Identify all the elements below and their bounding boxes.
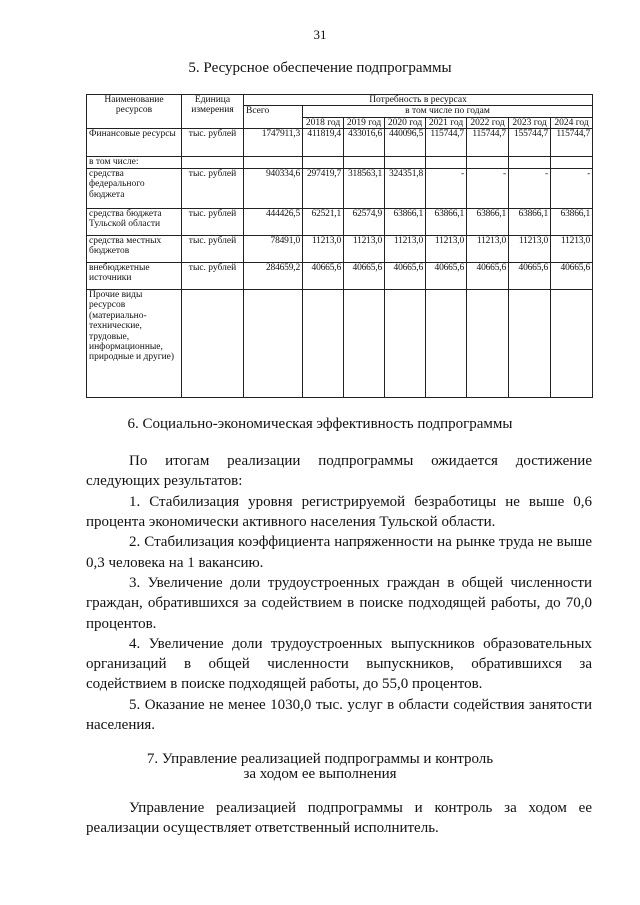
incl-label: в том числе: [87,157,182,168]
section7-title-line-2: за ходом ее выполнения [243,766,397,782]
row-unit: тыс. рублей [182,168,244,208]
row-value: - [551,168,593,208]
row-value: 318563,1 [344,168,385,208]
row-value: 115744,7 [551,129,593,157]
row-name: средства бюджета Тульской области [87,208,182,235]
row-value: 40665,6 [509,262,551,289]
table-row [87,129,593,157]
row-value: 40665,6 [551,262,593,289]
row-value: 62521,1 [303,208,344,235]
year-header: 2022 год [467,117,509,128]
row-value: 11213,0 [467,235,509,262]
item-1-line-1: 1. Стабилизация уровня регистрируемой безработицы не выше 0,6 [129,494,592,510]
row-value: 11213,0 [385,235,426,262]
section7-text-line-2: реализации осуществляет ответственный исполнитель. [86,820,439,836]
row-name: средства местных бюджетов [87,235,182,262]
item-5-line-1: 5. Оказание не менее 1030,0 тыс. услуг в области содействия занятости [129,697,592,713]
row-value: 411819,4 [303,129,344,157]
table-row [87,235,593,262]
col-name-header: Наименование ресурсов [87,95,182,129]
page-number: 31 [313,27,327,42]
row-value: 63866,1 [509,208,551,235]
section7-title-line-1: 7. Управление реализацией подпрограммы и контроль [146,751,494,767]
row-value: - [509,168,551,208]
row-total: 1747911,3 [244,129,303,157]
year-header: 2024 год [551,117,593,128]
item-2-line-2: 0,3 человека на 1 вакансию. [86,555,264,571]
row-value: 433016,6 [344,129,385,157]
intro-line-1: По итогам реализации подпрограммы ожидается достижение [129,453,592,469]
row-value: 40665,6 [426,262,467,289]
row-value: - [426,168,467,208]
row-unit: тыс. рублей [182,235,244,262]
row-value: 63866,1 [551,208,593,235]
row-value: 115744,7 [467,129,509,157]
item-3-line-2: граждан, обратившихся за содействием в поиске подходящей работы, до 70,0 [86,595,592,611]
row-value: 155744,7 [509,129,551,157]
row-value: 115744,7 [426,129,467,157]
row-value: 40665,6 [303,262,344,289]
item-4-line-1: 4. Увеличение доли трудоустроенных выпускников образовательных [129,636,592,652]
row-total: 940334,6 [244,168,303,208]
section7-title [0,752,640,782]
row-value: 62574,9 [344,208,385,235]
row-unit: тыс. рублей [182,262,244,289]
row-value: 11213,0 [344,235,385,262]
col-by-year-header: в том числе по годам [303,106,593,117]
row-value: 11213,0 [509,235,551,262]
row-value: 40665,6 [467,262,509,289]
table-row [87,262,593,289]
row-value: 63866,1 [426,208,467,235]
row-total: 284659,2 [244,262,303,289]
item-4-line-2: организаций в общей численности выпускников, обратившихся за [86,656,592,672]
item-4-line-3: содействием в поиске подходящей работы, до 55,0 процентов. [86,676,483,692]
row-value: 63866,1 [385,208,426,235]
row-unit: тыс. рублей [182,129,244,157]
row-value: - [467,168,509,208]
col-need-header: Потребность в ресурсах [244,95,593,106]
year-header: 2018 год [303,117,344,128]
row-value: 324351,8 [385,168,426,208]
item-5-line-2: населения. [86,717,156,733]
row-value: 11213,0 [551,235,593,262]
col-unit-header: Единица измерения [182,95,244,129]
row-unit: тыс. рублей [182,208,244,235]
row-value: 440096,5 [385,129,426,157]
item-3-line-1: 3. Увеличение доли трудоустроенных граждан в общей численности [129,575,592,591]
table-row [87,289,593,397]
table-row [87,168,593,208]
col-total-header: Всего [244,106,303,129]
year-header: 2019 год [344,117,385,128]
section7-text-line-1: Управление реализацией подпрограммы и контроль за ходом ее [129,800,592,816]
year-header: 2020 год [385,117,426,128]
row-value: 40665,6 [385,262,426,289]
row-name: Финансовые ресурсы [87,129,182,157]
row-total: 444426,5 [244,208,303,235]
year-header: 2023 год [509,117,551,128]
intro-line-2: следующих результатов: [86,473,243,489]
row-name: средства федерального бюджета [87,168,182,208]
year-header: 2021 год [426,117,467,128]
row-value: 63866,1 [467,208,509,235]
section5-title: 5. Ресурсное обеспечение подпрограммы [188,60,452,76]
item-2-line-1: 2. Стабилизация коэффициента напряженности на рынке труда не выше [129,534,592,550]
row-value: 11213,0 [426,235,467,262]
section6-title: 6. Социально-экономическая эффективность подпрограммы [127,416,513,432]
header-row-1 [87,95,593,106]
row-total: 78491,0 [244,235,303,262]
resource-table [86,94,593,398]
row-value: 40665,6 [344,262,385,289]
item-1-line-2: процента экономически активного населения Тульской области. [86,514,496,530]
row-value: 297419,7 [303,168,344,208]
row-name: внебюджетные источники [87,262,182,289]
item-3-line-3: процентов. [86,616,157,632]
table-row [87,208,593,235]
row-value: 11213,0 [303,235,344,262]
other-resources: Прочие виды ресурсов (материально-технические, трудовые, информационные, природные и другие) [87,289,182,397]
table-row [87,157,593,168]
